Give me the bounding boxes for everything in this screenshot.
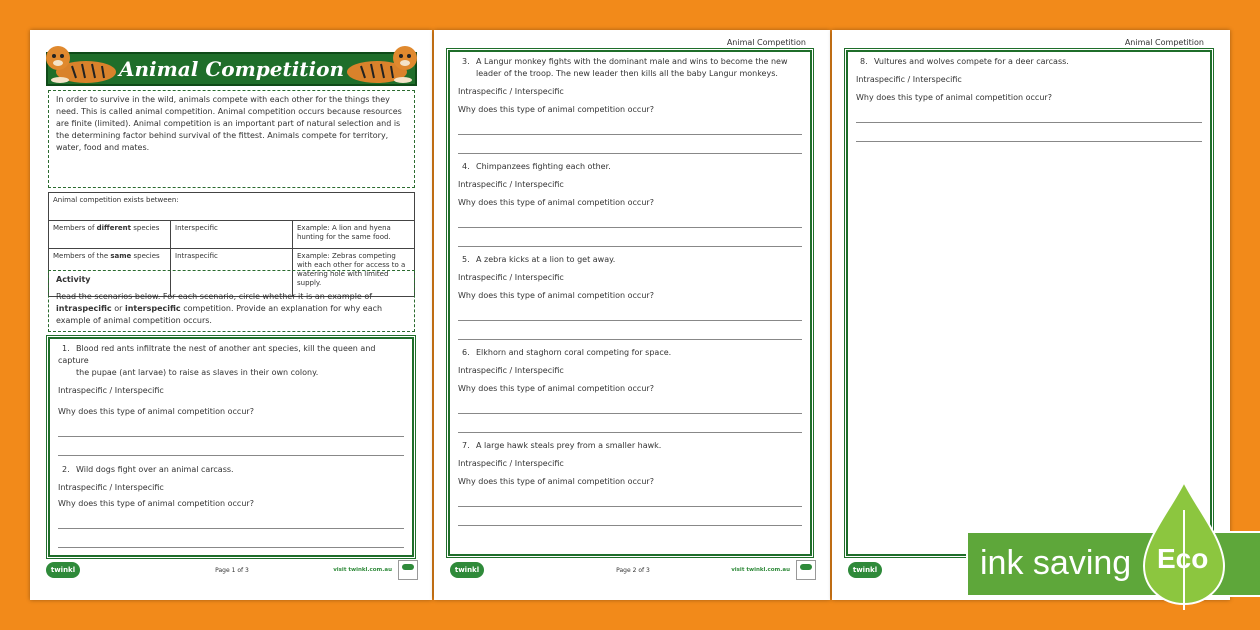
table-cell: Example: Zebras competing with each other for access to a watering hole with limited supply. — [293, 249, 415, 297]
visit-link[interactable]: visit twinkl.com.au — [333, 567, 392, 573]
eco-label: Eco — [1157, 543, 1209, 574]
page-number: Page 1 of 3 — [215, 567, 249, 574]
answer-line[interactable] — [58, 547, 404, 548]
answer-line[interactable] — [458, 506, 802, 507]
why-prompt: Why does this type of animal competition occur? — [58, 407, 254, 416]
question-7: 7. A large hawk steals prey from a smaller hawk. — [462, 441, 662, 450]
answer-line[interactable] — [856, 141, 1202, 142]
answer-line[interactable] — [458, 153, 802, 154]
activity-heading: Activity — [56, 275, 91, 284]
page-header: Animal Competition — [726, 38, 806, 47]
answer-line[interactable] — [458, 432, 802, 433]
choice-text: Intraspecific / Interspecific — [58, 483, 164, 492]
choice-text: Intraspecific / Interspecific — [856, 75, 962, 84]
title-banner — [46, 52, 417, 86]
why-prompt: Why does this type of animal competition occur? — [458, 198, 654, 207]
choice-text: Intraspecific / Interspecific — [458, 180, 564, 189]
worksheet-page-1 — [30, 30, 432, 600]
answer-line[interactable] — [458, 134, 802, 135]
why-prompt: Why does this type of animal competition occur? — [458, 105, 654, 114]
tiger-illustration-right — [343, 40, 421, 86]
answer-line[interactable] — [458, 413, 802, 414]
why-prompt: Why does this type of animal competition occur? — [856, 93, 1052, 102]
activity-box — [48, 270, 415, 332]
answer-line[interactable] — [58, 436, 404, 437]
quality-badge-icon — [796, 560, 816, 580]
question-6: 6. Elkhorn and staghorn coral competing for space. — [462, 348, 672, 357]
choice-text: Intraspecific / Interspecific — [458, 87, 564, 96]
choice-text: Intraspecific / Interspecific — [58, 386, 164, 395]
question-box — [448, 50, 812, 556]
page-header: Animal Competition — [1124, 38, 1204, 47]
twinkl-logo: twinkl — [848, 562, 882, 578]
visit-link[interactable]: visit twinkl.com.au — [731, 567, 790, 573]
page-footer — [450, 562, 816, 582]
ink-saving-text: ink saving — [980, 544, 1132, 582]
table-cell: Interspecific — [171, 221, 293, 249]
question-4: 4. Chimpanzees fighting each other. — [462, 162, 611, 171]
table-cell: Intraspecific — [171, 249, 293, 297]
why-prompt: Why does this type of animal competition occur? — [458, 291, 654, 300]
question-3: 3. A Langur monkey fights with the dominant male and wins to become the new leader of the troop. The new leader then kills all the baby Langur monkeys. — [462, 57, 788, 78]
quality-badge-icon — [398, 560, 418, 580]
answer-line[interactable] — [458, 227, 802, 228]
worksheet-page-2 — [434, 30, 830, 600]
answer-line[interactable] — [856, 122, 1202, 123]
twinkl-logo: twinkl — [46, 562, 80, 578]
table-cell: Members of the same species — [49, 249, 171, 297]
choice-text: Intraspecific / Interspecific — [458, 273, 564, 282]
question-5: 5. A zebra kicks at a lion to get away. — [462, 255, 616, 264]
why-prompt: Why does this type of animal competition occur? — [458, 477, 654, 486]
intro-box — [48, 90, 415, 188]
page-title: Animal Competition — [118, 57, 345, 81]
answer-line[interactable] — [458, 525, 802, 526]
page-footer — [46, 562, 418, 582]
page-number: Page 2 of 3 — [616, 567, 650, 574]
table-row — [49, 221, 415, 249]
why-prompt: Why does this type of animal competition occur? — [458, 384, 654, 393]
question-box — [48, 337, 414, 557]
choice-text: Intraspecific / Interspecific — [458, 366, 564, 375]
twinkl-logo: twinkl — [450, 562, 484, 578]
intro-text: In order to survive in the wild, animals compete with each other for the things they need. This is called animal competition. Animal competition occurs because resources are finite (limited). Animal competition is an important part of natural selection and is the determining factor behind survival of the fittest. Animals compete for territory, water, food and mates. — [56, 95, 402, 152]
why-prompt: Why does this type of animal competition occur? — [58, 499, 254, 508]
table-cell: Members of different species — [49, 221, 171, 249]
answer-line[interactable] — [458, 320, 802, 321]
answer-line[interactable] — [58, 455, 404, 456]
answer-line[interactable] — [458, 339, 802, 340]
answer-line[interactable] — [58, 528, 404, 529]
question-8: 8. Vultures and wolves compete for a deer carcass. — [860, 57, 1069, 66]
activity-instructions: Read the scenarios below. For each scenario, circle whether it is an example of intraspecific or interspecific competition. Provide an explanation for why each example of animal competition occurs. — [56, 292, 383, 325]
table-cell: Example: A lion and hyena hunting for the same food. — [293, 221, 415, 249]
question-1: 1. Blood red ants infiltrate the nest of another ant species, kill the queen and capture the pupae (ant larvae) to raise as slaves in their own colony. — [58, 344, 376, 377]
question-2: 2. Wild dogs fight over an animal carcass. — [62, 465, 234, 474]
choice-text: Intraspecific / Interspecific — [458, 459, 564, 468]
table-header: Animal competition exists between: — [49, 193, 415, 221]
answer-line[interactable] — [458, 246, 802, 247]
